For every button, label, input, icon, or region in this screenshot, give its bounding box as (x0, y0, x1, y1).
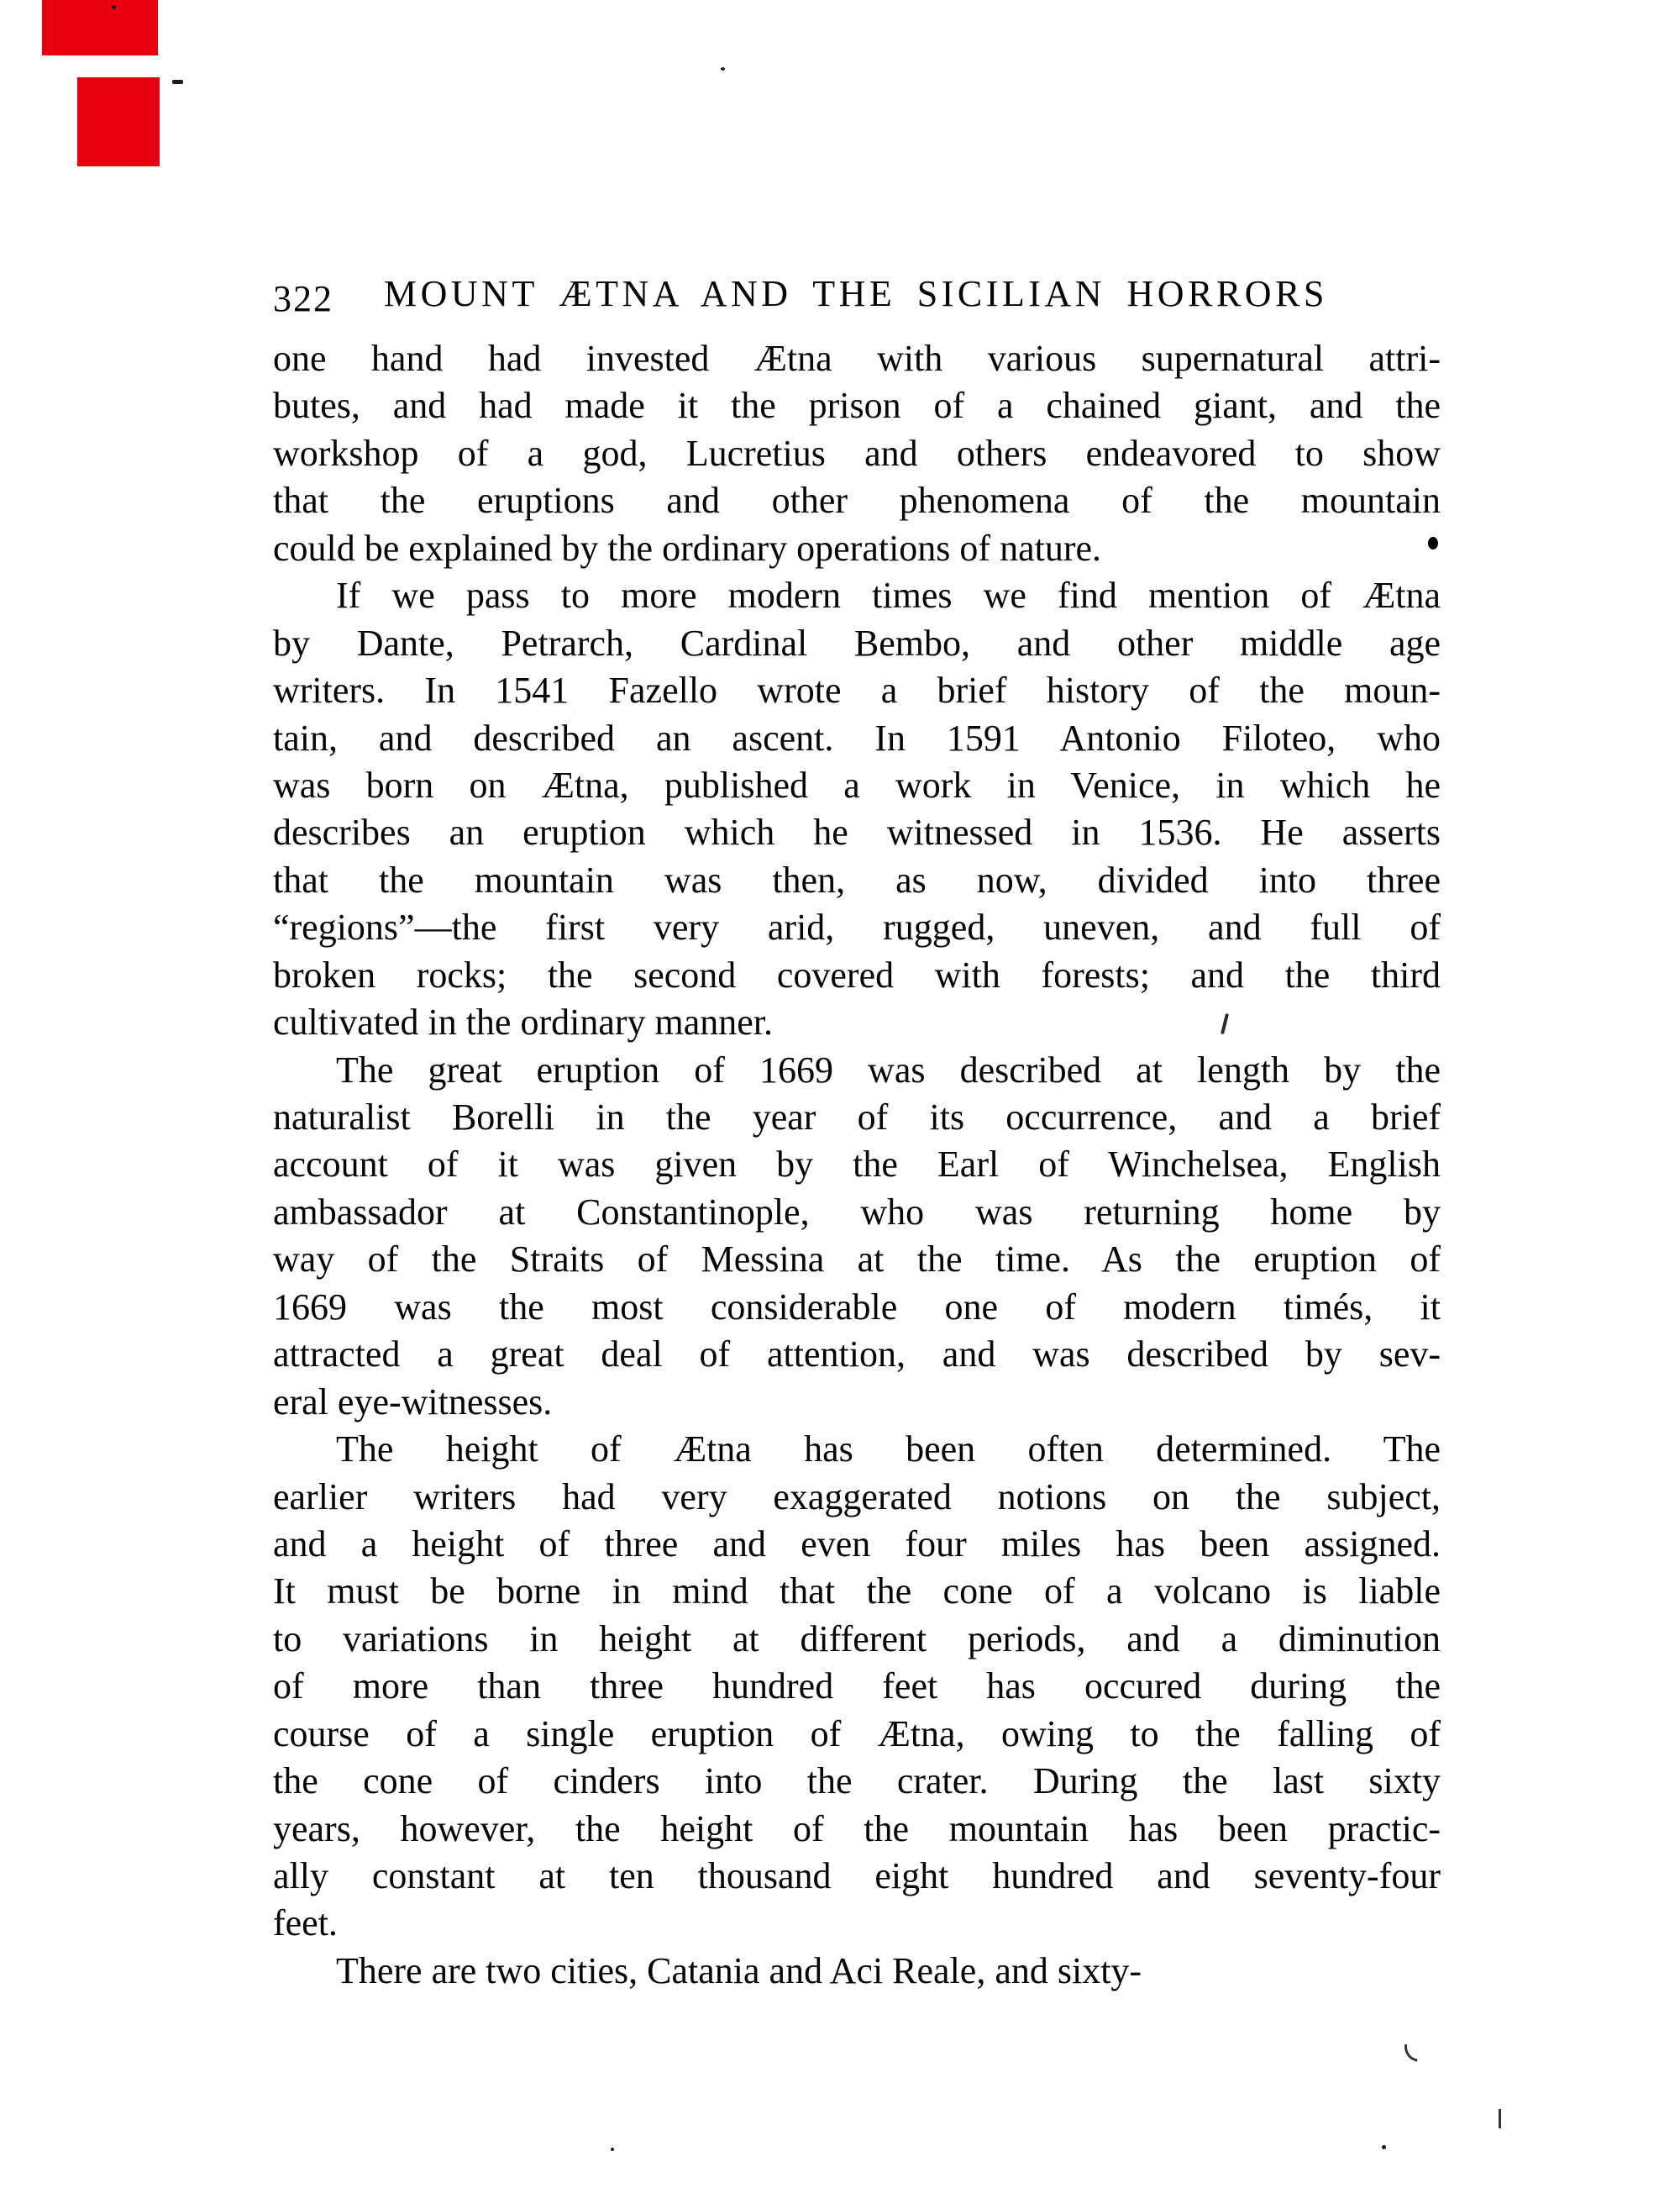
text-line: “regions”—the first very arid, rugged, uneven, and full of (273, 907, 1441, 949)
text-line: was born on Ætna, published a work in Venice, in which he (273, 764, 1441, 806)
page-number: 322 (273, 278, 333, 319)
text-line: account of it was given by the Earl of Winchelsea, English (273, 1144, 1441, 1186)
red-scan-mark-bottom (77, 77, 160, 166)
running-header-title: MOUNT ÆTNA AND THE SICILIAN HORRORS (384, 273, 1328, 314)
text-line: that the mountain was then, as now, divided into three (273, 859, 1441, 901)
text-line: broken rocks; the second covered with forests; and the third (273, 954, 1441, 996)
text-line: course of a single eruption of Ætna, owing to the falling of (273, 1712, 1441, 1754)
text-line: cultivated in the ordinary manner. (273, 1002, 774, 1044)
dash-artifact (1499, 2109, 1501, 2128)
text-line: tain, and described an ascent. In 1591 Antonio Filoteo, who (273, 717, 1441, 759)
text-line: earlier writers had very exaggerated notions on the subject, (273, 1475, 1441, 1517)
text-line: by Dante, Petrarch, Cardinal Bembo, and other middle age (273, 622, 1441, 664)
text-line: It must be borne in mind that the cone of a volcano is liable (273, 1570, 1441, 1612)
text-line: The great eruption of 1669 was described at length by the (336, 1049, 1441, 1091)
scan-speck (1382, 2145, 1386, 2149)
scan-speck (172, 80, 183, 84)
text-line: one hand had invested Ætna with various supernatural attri- (273, 338, 1441, 379)
text-line: butes, and had made it the prison of a chained giant, and the (273, 385, 1441, 427)
text-line: 1669 was the most considerable one of modern timés, it (273, 1286, 1441, 1328)
body-text (273, 335, 1441, 1995)
text-line: ambassador at Constantinople, who was returning home by (273, 1191, 1441, 1233)
paragraph (273, 1948, 1441, 1995)
scan-speck (721, 67, 725, 71)
pen-curl-artifact (1399, 2026, 1441, 2068)
text-line: workshop of a god, Lucretius and others endeavored to show (273, 432, 1441, 474)
scan-speck (112, 5, 116, 9)
text-line: The height of Ætna has been often determined. The (336, 1428, 1441, 1470)
scan-speck (611, 2148, 614, 2151)
text-line: the cone of cinders into the crater. During the last sixty (273, 1760, 1441, 1802)
text-line: feet. (273, 1902, 338, 1944)
paragraph (273, 335, 1441, 572)
text-line: that the eruptions and other phenomena of the mountain (273, 480, 1441, 522)
text-line: eral eye-witnesses. (273, 1380, 553, 1423)
text-line: years, however, the height of the mountain has been practic- (273, 1807, 1441, 1849)
text-line: ally constant at ten thousand eight hundred and seventy-four (273, 1855, 1441, 1896)
running-header (273, 272, 1441, 323)
text-line: way of the Straits of Messina at the time. As the eruption of (273, 1238, 1441, 1281)
paragraph (273, 1047, 1441, 1427)
paragraph (273, 572, 1441, 1046)
text-line: describes an eruption which he witnessed in 1536. He asserts (273, 812, 1441, 854)
text-line: There are two cities, Catania and Aci Reale, and sixty- (336, 1949, 1142, 1991)
text-line: to variations in height at different periods, and a diminution (273, 1617, 1441, 1659)
text-line: naturalist Borelli in the year of its occurrence, and a brief (273, 1096, 1441, 1138)
text-line: of more than three hundred feet has occured during the (273, 1665, 1441, 1707)
text-line: and a height of three and even four miles has been assigned. (273, 1522, 1441, 1565)
text-line: If we pass to more modern times we find mention of Ætna (336, 575, 1441, 617)
red-scan-mark-top (42, 0, 158, 55)
text-line: writers. In 1541 Fazello wrote a brief history of the moun- (273, 670, 1441, 712)
text-line: attracted a great deal of attention, and was described by sev- (273, 1333, 1441, 1375)
text-line: could be explained by the ordinary operations of nature. (273, 527, 1102, 569)
paragraph (273, 1426, 1441, 1948)
